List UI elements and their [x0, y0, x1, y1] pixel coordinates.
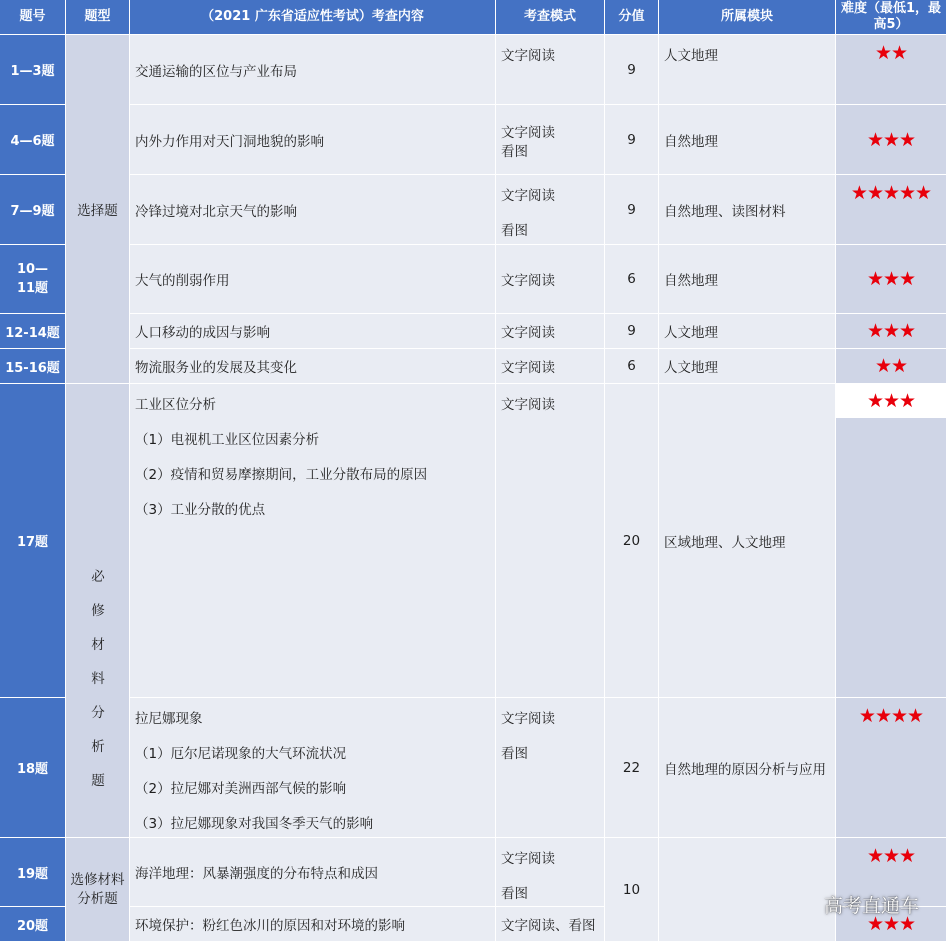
mode-text: 文字阅读	[501, 188, 555, 204]
header-content: （2021 广东省适应性考试）考查内容	[130, 0, 496, 35]
header-qno: 题号	[0, 0, 66, 35]
score-text: 6	[627, 358, 636, 374]
mode-cell	[496, 245, 605, 314]
mode-text: 看图	[501, 746, 528, 762]
content-title: 拉尼娜现象	[135, 711, 203, 727]
difficulty-stars: ★★★	[866, 845, 916, 867]
score-text: 9	[627, 323, 636, 339]
module-cell	[659, 384, 836, 698]
score-cell	[605, 314, 659, 349]
difficulty-stars: ★★	[874, 42, 908, 64]
score-cell	[605, 245, 659, 314]
content-subitem: （2）疫情和贸易摩擦期间，工业分散布局的原因	[135, 467, 428, 483]
content-cell	[130, 105, 496, 175]
mode-text: 看图	[501, 886, 528, 902]
content-subitem: （3）拉尼娜现象对我国冬季天气的影响	[135, 816, 374, 832]
content-text: 人口移动的成因与影响	[135, 325, 270, 341]
module-cell	[659, 838, 836, 942]
qtype-elective	[66, 838, 130, 942]
qno-cell: 4—6题	[0, 105, 66, 175]
qtype-required-label	[66, 560, 130, 798]
qno-cell: 19题	[0, 838, 66, 907]
module-text: 自然地理、读图材料	[664, 203, 786, 220]
qno-cell: 12-14题	[0, 314, 66, 349]
qtype-char: 料	[91, 671, 105, 687]
content-text: 物流服务业的发展及其变化	[135, 360, 297, 376]
mode-text: 文字阅读	[501, 48, 555, 64]
mode-cell	[496, 384, 605, 698]
mode-cell	[496, 838, 605, 907]
qtype-elective-label: 选修材料分析题	[70, 871, 125, 907]
content-cell	[130, 384, 496, 698]
difficulty-cell	[836, 175, 947, 245]
content-subitem: （1）厄尔尼诺现象的大气环流状况	[135, 746, 347, 762]
module-cell	[659, 35, 836, 105]
module-text: 自然地理的原因分析与应用	[664, 761, 826, 778]
qtype-char: 必	[91, 569, 105, 585]
header-score: 分值	[605, 0, 659, 35]
score-text: 22	[622, 759, 641, 776]
difficulty-cell	[836, 314, 947, 349]
mode-text: 文字阅读	[501, 325, 555, 341]
difficulty-stars: ★★★★★	[850, 182, 932, 204]
content-subitem: （3）工业分散的优点	[135, 502, 266, 518]
difficulty-stars: ★★★	[866, 128, 916, 151]
score-text: 9	[627, 131, 636, 148]
score-cell	[605, 698, 659, 838]
content-cell	[130, 698, 496, 838]
module-text: 区域地理、人文地理	[664, 534, 786, 551]
score-text: 9	[627, 61, 636, 78]
difficulty-stars: ★★★	[866, 390, 916, 412]
mode-text: 文字阅读	[501, 851, 555, 867]
watermark: 高考直通车	[823, 895, 919, 917]
difficulty-stars: ★★★	[866, 268, 916, 290]
qno-cell: 1—3题	[0, 35, 66, 105]
module-text: 人文地理	[664, 325, 718, 341]
mode-cell	[496, 105, 605, 175]
score-text: 6	[627, 271, 636, 287]
qtype-choice	[66, 35, 130, 384]
content-cell	[130, 245, 496, 314]
content-cell	[130, 838, 496, 907]
module-text: 人文地理	[664, 360, 718, 376]
qno-cell: 18题	[0, 698, 66, 838]
score-cell	[605, 838, 659, 942]
header-difficulty: 难度（最低1，最高5）	[836, 0, 947, 35]
content-cell	[130, 314, 496, 349]
module-cell	[659, 175, 836, 245]
content-text: 大气的削弱作用	[135, 273, 230, 289]
difficulty-stars: ★★★	[866, 320, 916, 342]
qtype-char: 分	[91, 705, 105, 721]
module-text: 自然地理	[664, 133, 718, 150]
content-text: 冷锋过境对北京天气的影响	[135, 203, 297, 220]
difficulty-highlight	[836, 384, 946, 418]
content-cell	[130, 35, 496, 105]
score-cell	[605, 35, 659, 105]
score-cell	[605, 175, 659, 245]
qno-cell: 15-16题	[0, 349, 66, 384]
qno-cell: 10—11题	[0, 245, 66, 314]
mode-cell	[496, 35, 605, 105]
mode-text: 文字阅读	[501, 360, 555, 376]
module-cell	[659, 314, 836, 349]
difficulty-cell	[836, 384, 947, 698]
qtype-char: 材	[91, 637, 105, 653]
score-cell	[605, 105, 659, 175]
module-cell	[659, 349, 836, 384]
mode-cell	[496, 349, 605, 384]
difficulty-cell	[836, 105, 947, 175]
qtype-char: 析	[91, 739, 105, 755]
module-cell	[659, 245, 836, 314]
mode-text: 文字阅读	[501, 273, 555, 289]
qno-cell: 20题	[0, 907, 66, 942]
module-text: 自然地理	[664, 273, 718, 289]
difficulty-stars: ★★★	[866, 913, 916, 935]
qtype-required	[66, 384, 130, 838]
header-module: 所属模块	[659, 0, 836, 35]
difficulty-cell	[836, 698, 947, 838]
score-text: 9	[627, 201, 636, 218]
difficulty-cell	[836, 349, 947, 384]
qno-cell: 17题	[0, 384, 66, 698]
qtype-char: 修	[91, 603, 105, 619]
content-text: 交通运输的区位与产业布局	[135, 63, 297, 80]
module-cell	[659, 698, 836, 838]
mode-text: 看图	[501, 223, 528, 239]
header-qtype: 题型	[66, 0, 130, 35]
score-text: 20	[622, 532, 641, 549]
mode-text: 文字阅读	[501, 711, 555, 727]
difficulty-cell	[836, 35, 947, 105]
score-cell	[605, 384, 659, 698]
content-text: 环境保护：粉红色冰川的原因和对环境的影响	[135, 918, 405, 934]
content-cell	[130, 175, 496, 245]
content-text: 内外力作用对天门洞地貌的影响	[135, 133, 324, 150]
content-cell	[130, 349, 496, 384]
content-subitem: （2）拉尼娜对美洲西部气候的影响	[135, 781, 347, 797]
difficulty-stars: ★★	[874, 355, 908, 377]
mode-cell	[496, 175, 605, 245]
mode-cell	[496, 314, 605, 349]
qno-cell: 7—9题	[0, 175, 66, 245]
mode-text: 文字阅读、看图	[501, 918, 596, 934]
mode-text: 文字阅读	[501, 397, 555, 413]
qtype-choice-label: 选择题	[77, 203, 118, 219]
content-text: 海洋地理：风暴潮强度的分布特点和成因	[135, 866, 378, 882]
mode-cell	[496, 907, 605, 942]
content-title: 工业区位分析	[135, 397, 216, 413]
header-mode: 考查模式	[496, 0, 605, 35]
module-cell	[659, 105, 836, 175]
module-text: 人文地理	[664, 48, 718, 64]
difficulty-stars: ★★★★	[858, 705, 924, 727]
mode-text: 文字阅读	[501, 125, 555, 141]
score-cell	[605, 349, 659, 384]
qtype-char: 题	[91, 773, 105, 789]
mode-text: 看图	[501, 144, 528, 160]
content-subitem: （1）电视机工业区位因素分析	[135, 432, 320, 448]
score-text: 10	[622, 881, 641, 898]
mode-cell	[496, 698, 605, 838]
difficulty-cell	[836, 245, 947, 314]
content-cell	[130, 907, 496, 942]
